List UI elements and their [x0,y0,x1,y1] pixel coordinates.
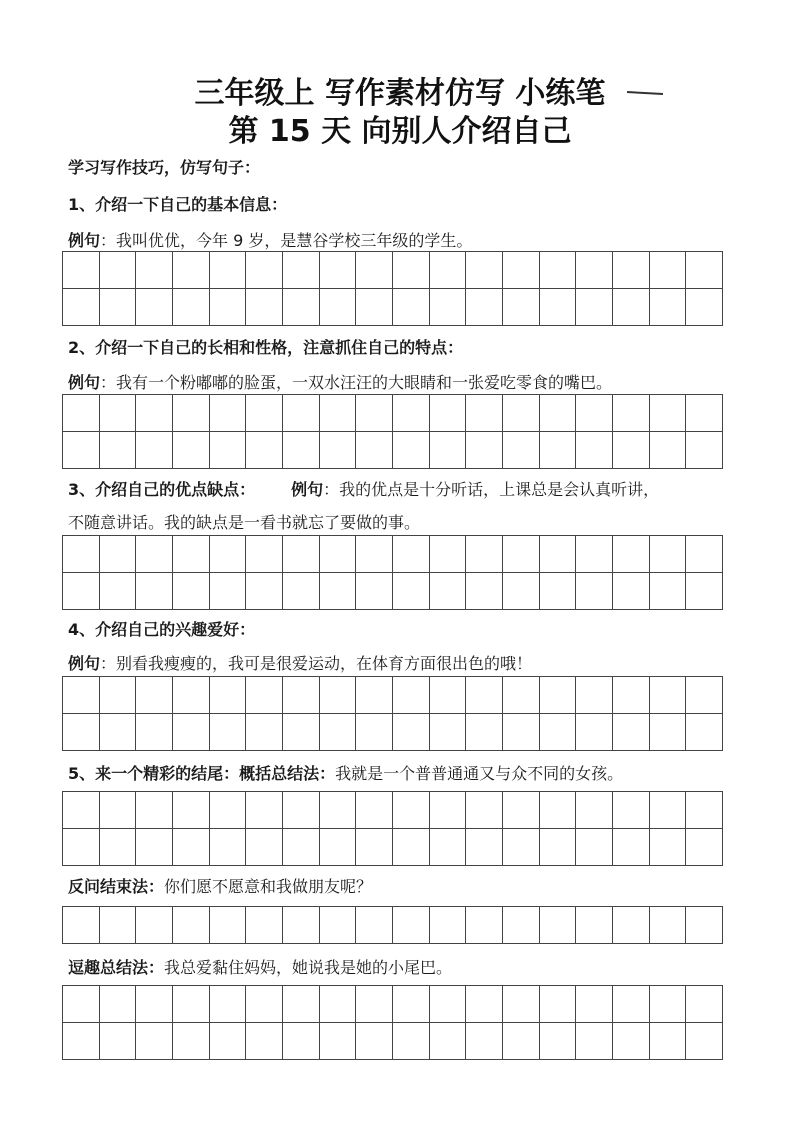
writing-grid-1[interactable] [62,251,723,326]
grid-cell[interactable] [63,432,100,469]
grid-cell[interactable] [613,289,650,326]
grid-cell[interactable] [63,252,100,289]
grid-cell[interactable] [503,677,540,714]
grid-cell[interactable] [576,907,613,944]
section-5-heading: 5、来一个精彩的结尾： [68,764,240,783]
grid-cell[interactable] [356,677,393,714]
grid-cell[interactable] [136,432,173,469]
grid-cell[interactable] [686,252,723,289]
section-2-heading: 2、介绍一下自己的长相和性格，注意抓住自己的特点： [68,338,464,357]
grid-cell[interactable] [503,907,540,944]
grid-cell[interactable] [320,432,357,469]
grid-cell[interactable] [283,252,320,289]
grid-cell[interactable] [283,986,320,1023]
grid-cell[interactable] [100,829,137,866]
grid-cell[interactable] [393,432,430,469]
grid-cell[interactable] [576,986,613,1023]
grid-cell[interactable] [173,829,210,866]
grid-cell[interactable] [173,677,210,714]
grid-cell[interactable] [503,432,540,469]
grid-cell[interactable] [650,252,687,289]
grid-cell[interactable] [63,907,100,944]
section-1-heading: 1、介绍一下自己的基本信息： [68,195,288,214]
grid-cell[interactable] [503,395,540,432]
grid-cell[interactable] [576,714,613,751]
grid-cell[interactable] [246,792,283,829]
section-7-line [68,957,452,979]
grid-cell[interactable] [576,395,613,432]
grid-cell[interactable] [246,573,283,610]
grid-cell[interactable] [503,252,540,289]
grid-cell[interactable] [210,252,247,289]
grid-cell[interactable] [466,829,503,866]
grid-cell[interactable] [466,252,503,289]
grid-cell[interactable] [613,1023,650,1060]
grid-cell[interactable] [136,252,173,289]
grid-cell[interactable] [650,907,687,944]
section-2-example [68,372,612,394]
grid-cell[interactable] [283,536,320,573]
grid-cell[interactable] [430,573,467,610]
grid-cell[interactable] [613,986,650,1023]
grid-cell[interactable] [466,573,503,610]
grid-cell[interactable] [503,573,540,610]
grid-cell[interactable] [210,714,247,751]
grid-cell[interactable] [63,986,100,1023]
grid-cell[interactable] [283,792,320,829]
grid-cell[interactable] [540,714,577,751]
grid-cell[interactable] [576,829,613,866]
grid-cell[interactable] [136,536,173,573]
grid-cell[interactable] [613,395,650,432]
grid-cell[interactable] [686,986,723,1023]
example-text: ：我有一个粉嘟嘟的脸蛋，一双水汪汪的大眼睛和一张爱吃零食的嘴巴。 [100,373,613,392]
grid-cell[interactable] [320,1023,357,1060]
grid-cell[interactable] [136,677,173,714]
grid-cell[interactable] [210,677,247,714]
grid-cell[interactable] [503,714,540,751]
grid-cell[interactable] [650,395,687,432]
grid-cell[interactable] [613,829,650,866]
grid-cell[interactable] [613,792,650,829]
grid-cell[interactable] [650,289,687,326]
section-1-example [68,230,472,252]
grid-cell[interactable] [686,432,723,469]
grid-cell[interactable] [466,432,503,469]
grid-cell[interactable] [356,573,393,610]
example-text: 你们愿不愿意和我做朋友呢？ [164,877,373,896]
grid-cell[interactable] [430,536,467,573]
grid-cell[interactable] [246,395,283,432]
grid-cell[interactable] [283,573,320,610]
grid-cell[interactable] [393,395,430,432]
grid-cell[interactable] [686,536,723,573]
grid-cell[interactable] [320,907,357,944]
grid-cell[interactable] [100,395,137,432]
grid-cell[interactable] [613,907,650,944]
grid-cell[interactable] [246,714,283,751]
grid-cell[interactable] [540,907,577,944]
grid-cell[interactable] [320,714,357,751]
grid-cell[interactable] [283,907,320,944]
grid-cell[interactable] [63,573,100,610]
grid-cell[interactable] [173,907,210,944]
grid-cell[interactable] [393,714,430,751]
grid-cell[interactable] [393,1023,430,1060]
section-4-example [68,653,532,675]
grid-cell[interactable] [430,714,467,751]
section-3-heading-line [68,479,659,501]
grid-cell[interactable] [136,289,173,326]
writing-grid-3[interactable] [62,535,723,610]
grid-cell[interactable] [503,1023,540,1060]
grid-cell[interactable] [540,986,577,1023]
grid-cell[interactable] [246,829,283,866]
grid-cell[interactable] [100,573,137,610]
grid-cell[interactable] [686,677,723,714]
grid-cell[interactable] [576,432,613,469]
grid-cell[interactable] [466,907,503,944]
example-text: ：我的优点是十分听话，上课总是会认真听讲， [323,480,660,499]
grid-cell[interactable] [356,907,393,944]
grid-cell[interactable] [173,573,210,610]
grid-cell[interactable] [613,536,650,573]
grid-cell[interactable] [466,536,503,573]
section-3-example-cont: 不随意讲话。我的缺点是一看书就忘了要做的事。 [68,513,421,532]
grid-cell[interactable] [540,573,577,610]
grid-cell[interactable] [136,829,173,866]
writing-grid-6[interactable] [62,906,723,944]
grid-cell[interactable] [576,573,613,610]
grid-cell[interactable] [173,289,210,326]
grid-cell[interactable] [210,986,247,1023]
sub-label-rhetorical: 反问结束法： [68,877,165,896]
section-3-heading: 3、介绍自己的优点缺点： [68,480,256,499]
grid-cell[interactable] [100,1023,137,1060]
grid-cell[interactable] [393,986,430,1023]
grid-cell[interactable] [210,1023,247,1060]
grid-cell[interactable] [540,395,577,432]
grid-cell[interactable] [686,907,723,944]
grid-cell[interactable] [576,677,613,714]
grid-cell[interactable] [466,677,503,714]
grid-cell[interactable] [686,792,723,829]
grid-cell[interactable] [246,986,283,1023]
grid-cell[interactable] [576,792,613,829]
grid-cell[interactable] [100,252,137,289]
grid-cell[interactable] [320,395,357,432]
grid-cell[interactable] [540,289,577,326]
grid-cell[interactable] [430,252,467,289]
grid-cell[interactable] [540,1023,577,1060]
grid-cell[interactable] [686,289,723,326]
grid-cell[interactable] [173,432,210,469]
grid-cell[interactable] [393,252,430,289]
grid-cell[interactable] [246,677,283,714]
grid-cell[interactable] [430,792,467,829]
grid-cell[interactable] [393,289,430,326]
writing-grid-4[interactable] [62,676,723,751]
grid-cell[interactable] [540,792,577,829]
section-5-line [68,763,623,785]
grid-cell[interactable] [540,829,577,866]
grid-cell[interactable] [503,289,540,326]
grid-cell[interactable] [136,1023,173,1060]
grid-cell[interactable] [210,395,247,432]
grid-cell[interactable] [613,573,650,610]
grid-cell[interactable] [210,432,247,469]
grid-cell[interactable] [503,986,540,1023]
grid-cell[interactable] [320,677,357,714]
grid-cell[interactable] [430,829,467,866]
grid-cell[interactable] [320,252,357,289]
grid-cell[interactable] [63,829,100,866]
grid-cell[interactable] [430,395,467,432]
sub-label-summary: 概括总结法： [239,764,336,783]
grid-cell[interactable] [430,289,467,326]
writing-grid-2[interactable] [62,394,723,469]
grid-cell[interactable] [173,536,210,573]
grid-cell[interactable] [63,792,100,829]
grid-cell[interactable] [393,536,430,573]
example-label: 例句 [68,231,101,250]
grid-cell[interactable] [320,573,357,610]
grid-cell[interactable] [650,677,687,714]
grid-cell[interactable] [356,432,393,469]
grid-cell[interactable] [356,395,393,432]
grid-cell[interactable] [136,573,173,610]
grid-cell[interactable] [686,714,723,751]
grid-cell[interactable] [686,1023,723,1060]
grid-cell[interactable] [650,714,687,751]
grid-cell[interactable] [613,714,650,751]
grid-cell[interactable] [320,536,357,573]
grid-cell[interactable] [650,986,687,1023]
grid-cell[interactable] [356,289,393,326]
grid-cell[interactable] [650,1023,687,1060]
grid-cell[interactable] [210,792,247,829]
grid-cell[interactable] [173,714,210,751]
grid-cell[interactable] [356,986,393,1023]
grid-cell[interactable] [100,792,137,829]
grid-cell[interactable] [650,536,687,573]
example-label: 例句 [68,654,101,673]
grid-cell[interactable] [136,395,173,432]
grid-cell[interactable] [686,395,723,432]
grid-cell[interactable] [283,677,320,714]
grid-cell[interactable] [356,1023,393,1060]
grid-cell[interactable] [136,792,173,829]
grid-cell[interactable] [356,792,393,829]
grid-cell[interactable] [393,829,430,866]
grid-cell[interactable] [246,289,283,326]
grid-cell[interactable] [356,252,393,289]
grid-cell[interactable] [540,536,577,573]
grid-cell[interactable] [466,714,503,751]
grid-cell[interactable] [613,252,650,289]
grid-cell[interactable] [393,573,430,610]
grid-cell[interactable] [100,907,137,944]
grid-cell[interactable] [430,432,467,469]
grid-cell[interactable] [210,573,247,610]
grid-cell[interactable] [576,252,613,289]
grid-cell[interactable] [466,986,503,1023]
grid-cell[interactable] [100,677,137,714]
sub-label-humor: 逗趣总结法： [68,958,165,977]
grid-cell[interactable] [650,829,687,866]
grid-cell[interactable] [576,1023,613,1060]
grid-cell[interactable] [283,432,320,469]
grid-cell[interactable] [173,986,210,1023]
grid-cell[interactable] [320,986,357,1023]
example-text: ：别看我瘦瘦的，我可是很爱运动，在体育方面很出色的哦！ [100,654,533,673]
grid-cell[interactable] [650,792,687,829]
grid-cell[interactable] [356,829,393,866]
grid-cell[interactable] [686,829,723,866]
grid-cell[interactable] [100,536,137,573]
writing-grid-7[interactable] [62,985,723,1060]
grid-cell[interactable] [320,792,357,829]
grid-cell[interactable] [430,986,467,1023]
section-4-heading: 4、介绍自己的兴趣爱好： [68,620,256,639]
grid-cell[interactable] [246,252,283,289]
grid-cell[interactable] [173,1023,210,1060]
grid-cell[interactable] [246,432,283,469]
grid-cell[interactable] [283,395,320,432]
grid-cell[interactable] [650,432,687,469]
grid-cell[interactable] [540,432,577,469]
grid-cell[interactable] [466,792,503,829]
grid-cell[interactable] [430,907,467,944]
grid-cell[interactable] [430,1023,467,1060]
grid-cell[interactable] [63,714,100,751]
grid-cell[interactable] [283,1023,320,1060]
grid-cell[interactable] [173,252,210,289]
grid-cell[interactable] [246,907,283,944]
section-6-line [68,876,372,898]
grid-cell[interactable] [320,829,357,866]
grid-cell[interactable] [100,432,137,469]
grid-cell[interactable] [430,677,467,714]
writing-grid-5[interactable] [62,791,723,866]
intro-text: 学习写作技巧，仿写句子： [68,158,261,177]
grid-cell[interactable] [540,677,577,714]
grid-cell[interactable] [283,289,320,326]
grid-cell[interactable] [283,714,320,751]
grid-cell[interactable] [210,289,247,326]
grid-cell[interactable] [613,432,650,469]
grid-cell[interactable] [100,714,137,751]
title-line-1: 三年级上 写作素材仿写 小练笔 [194,76,606,111]
grid-cell[interactable] [173,792,210,829]
grid-cell[interactable] [540,252,577,289]
grid-cell[interactable] [393,677,430,714]
grid-cell[interactable] [136,714,173,751]
grid-cell[interactable] [613,677,650,714]
grid-cell[interactable] [576,536,613,573]
grid-cell[interactable] [393,907,430,944]
example-label: 例句 [68,373,101,392]
grid-cell[interactable] [283,829,320,866]
example-text: 我就是一个普普通通又与众不同的女孩。 [335,764,624,783]
grid-cell[interactable] [136,986,173,1023]
grid-cell[interactable] [246,536,283,573]
grid-cell[interactable] [63,289,100,326]
grid-cell[interactable] [466,395,503,432]
grid-cell[interactable] [63,536,100,573]
grid-cell[interactable] [210,536,247,573]
grid-cell[interactable] [246,1023,283,1060]
grid-cell[interactable] [173,395,210,432]
grid-cell[interactable] [63,1023,100,1060]
grid-cell[interactable] [100,986,137,1023]
example-label: 例句 [291,480,324,499]
example-text: ：我叫优优，今年 9 岁，是慧谷学校三年级的学生。 [100,231,473,250]
grid-cell[interactable] [576,289,613,326]
grid-cell[interactable] [100,289,137,326]
grid-cell[interactable] [503,792,540,829]
title-line-2: 第 15 天 向别人介绍自己 [228,114,572,149]
grid-cell[interactable] [466,289,503,326]
grid-cell[interactable] [356,714,393,751]
grid-cell[interactable] [503,829,540,866]
grid-cell[interactable] [466,1023,503,1060]
grid-cell[interactable] [393,792,430,829]
grid-cell[interactable] [686,573,723,610]
grid-cell[interactable] [650,573,687,610]
grid-cell[interactable] [210,829,247,866]
example-text: 我总爱黏住妈妈，她说我是她的小尾巴。 [164,958,453,977]
grid-cell[interactable] [503,536,540,573]
grid-cell[interactable] [320,289,357,326]
grid-cell[interactable] [356,536,393,573]
grid-cell[interactable] [136,907,173,944]
grid-cell[interactable] [210,907,247,944]
grid-cell[interactable] [63,677,100,714]
grid-cell[interactable] [63,395,100,432]
